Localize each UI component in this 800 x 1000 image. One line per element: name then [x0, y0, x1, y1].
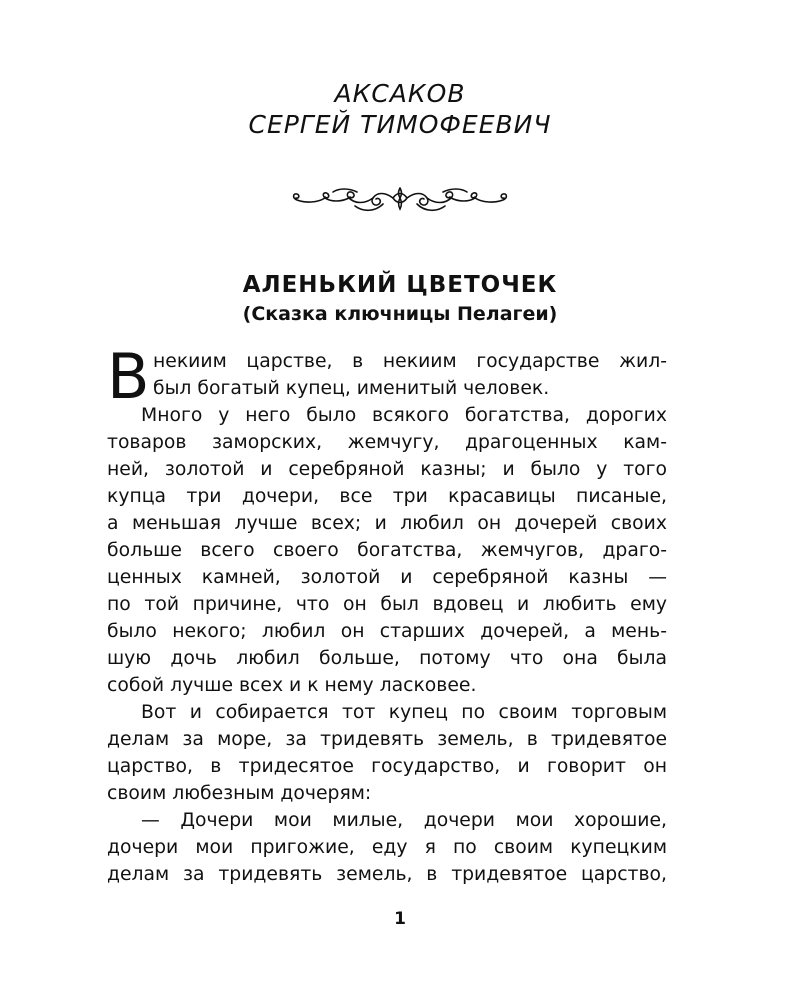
text-line: своим любезным дочерям:: [107, 783, 372, 804]
author-surname: АКСАКОВ: [334, 79, 466, 108]
text-line: — Дочери мои милые, дочери мои хорошие,: [141, 810, 667, 831]
text-line: купца три дочери, все три красавицы писаные,: [107, 486, 667, 507]
author-name: СЕРГЕЙ ТИМОФЕЕВИЧ: [248, 110, 552, 139]
story-text: [107, 340, 667, 888]
flourish-ornament-icon: [285, 184, 515, 224]
story-title: АЛЕНЬКИЙ ЦВЕТОЧЕК: [242, 272, 558, 298]
text-line: Вот и собирается тот купец по своим торговым: [141, 702, 667, 723]
text-line: товаров заморских, жемчугу, драгоценных кам-: [107, 432, 667, 453]
text-line: делам за тридевять земель, в тридевятое царство,: [107, 864, 667, 885]
text-line: некиим царстве, в некиим государстве жил-: [153, 351, 667, 372]
author-heading: [0, 78, 800, 140]
text-line: больше всего своего богатства, жемчугов, драго-: [107, 540, 667, 561]
text-line: царство, в тридесятое государство, и говорит он: [107, 756, 667, 777]
text-line: ценных камней, золотой и серебряной казны —: [107, 567, 667, 588]
text-line: ней, золотой и серебряной казны; и было у того: [107, 459, 667, 480]
text-line: дочери мои пригожие, еду я по своим купецким: [107, 837, 667, 858]
text-line: шую дочь любил больше, потому что она была: [107, 648, 667, 669]
page-number: 1: [394, 909, 406, 929]
text-line: делам за море, за тридевять земель, в тридевятое: [107, 729, 667, 750]
text-line: Много у него было всякого богатства, дорогих: [141, 405, 667, 426]
text-line: а меньшая лучше всех; и любил он дочерей своих: [107, 513, 667, 534]
drop-cap-letter: В: [107, 340, 150, 413]
text-line: собой лучше всех и к нему ласковее.: [107, 675, 477, 696]
text-line: был богатый купец, именитый человек.: [153, 378, 550, 399]
text-line: по той причине, что он был вдовец и любить ему: [107, 594, 667, 615]
story-subtitle: (Сказка ключницы Пелагеи): [242, 303, 558, 325]
text-line: было некого; любил он старших дочерей, а мень-: [107, 621, 667, 642]
